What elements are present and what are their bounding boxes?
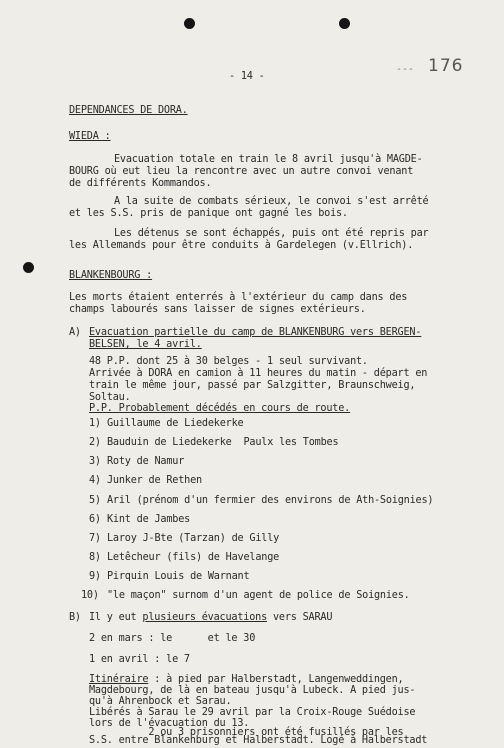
punch-hole-icon bbox=[339, 18, 350, 29]
section-heading-blankenbourg: BLANKENBOURG : bbox=[69, 270, 153, 281]
list-subheading: P.P. Probablement décédés en cours de route. bbox=[89, 403, 351, 414]
text-line: Evacuation totale en train le 8 avril jusqu'à MAGDE- bbox=[114, 154, 423, 165]
punch-hole-icon bbox=[184, 18, 195, 29]
text-line: 2 ou 3 prisonniers ont été fusillés par les bbox=[89, 727, 404, 738]
underlined-text: plusieurs évacuations bbox=[142, 612, 268, 623]
section-b-line bbox=[89, 612, 332, 624]
list-item: Roty de Namur bbox=[107, 456, 185, 467]
text-line: champs labourés sans laisser de signes extérieurs. bbox=[69, 304, 366, 315]
text-line: Libérés à Sarau le 29 avril par la Croix-Rouge Suédoise bbox=[89, 707, 416, 718]
text-line: Soltau. bbox=[89, 392, 131, 403]
list-item-number: 9) bbox=[89, 571, 101, 582]
list-item: Laroy J-Bte (Tarzan) de Gilly bbox=[107, 533, 280, 544]
text-line: lors de l'évacuation du 13. bbox=[89, 718, 250, 729]
text-line: et les S.S. pris de panique ont gagné les bois. bbox=[69, 208, 348, 219]
text-line: Les détenus se sont échappés, puis ont été repris par bbox=[114, 228, 429, 239]
text-line: Magdebourg, de là en bateau jusqu'à Lubeck. A pied jus- bbox=[89, 685, 416, 696]
text-line: 1 en avril : le 7 bbox=[89, 654, 190, 665]
list-item-number: 5) bbox=[89, 495, 101, 506]
margin-mark: --- bbox=[396, 64, 415, 75]
list-item: Guillaume de Liedekerke bbox=[107, 418, 244, 429]
list-item: Pirquin Louis de Warnant bbox=[107, 571, 250, 582]
text-span: Il y eut bbox=[89, 612, 143, 623]
list-item: "le maçon" surnom d'un agent de police de Soignies. bbox=[107, 590, 410, 601]
list-item-number: 8) bbox=[89, 552, 101, 563]
text-span: : à pied par Halberstadt, Langenweddingen, bbox=[148, 674, 404, 685]
text-line: 2 en mars : le et le 30 bbox=[89, 633, 256, 644]
document-title: DEPENDANCES DE DORA. bbox=[69, 105, 188, 116]
text-line: qu'à Ahrenbock et Sarau. bbox=[89, 696, 232, 707]
list-item-number: 3) bbox=[89, 456, 101, 467]
text-line: Les morts étaient enterrés à l'extérieur du camp dans des bbox=[69, 292, 408, 303]
handwritten-page-number: 176 bbox=[428, 56, 464, 76]
list-item-number: 10) bbox=[81, 590, 99, 601]
list-item-number: 1) bbox=[89, 418, 101, 429]
list-item-number: 6) bbox=[89, 514, 101, 525]
list-item-number: 7) bbox=[89, 533, 101, 544]
list-item-number: 2) bbox=[89, 437, 101, 448]
list-item: Junker de Rethen bbox=[107, 475, 202, 486]
itinerary-label: Itinéraire bbox=[89, 674, 149, 685]
list-item: Bauduin de Liedekerke Paulx les Tombes bbox=[107, 437, 339, 448]
list-item-number: 4) bbox=[89, 475, 101, 486]
list-item: Aril (prénom d'un fermier des environs de Ath-Soignies) bbox=[107, 495, 434, 506]
list-item: Letêcheur (fils) de Havelange bbox=[107, 552, 280, 563]
text-line: 48 P.P. dont 25 à 30 belges - 1 seul survivant. bbox=[89, 356, 368, 367]
page-number: - 14 - bbox=[229, 71, 265, 82]
text-line: train le même jour, passé par Salzgitter, Braunschweig, bbox=[89, 380, 416, 391]
text-line: S.S. entre Blankenburg et Halberstadt. Logé à Halberstadt bbox=[89, 735, 428, 746]
section-a-title: Evacuation partielle du camp de BLANKENBURG vers BERGEN- bbox=[89, 327, 422, 338]
section-marker: B) bbox=[69, 612, 81, 623]
section-marker: A) bbox=[69, 327, 81, 338]
text-line: Arrivée à DORA en camion à 11 heures du matin - départ en bbox=[89, 368, 428, 379]
punch-hole-icon bbox=[23, 262, 34, 273]
section-heading-wieda: WIEDA : bbox=[69, 131, 111, 142]
list-item: Kint de Jambes bbox=[107, 514, 191, 525]
text-line: A la suite de combats sérieux, le convoi s'est arrêté bbox=[114, 196, 429, 207]
text-line: de différents Kommandos. bbox=[69, 178, 212, 189]
section-a-title: BELSEN, le 4 avril. bbox=[89, 339, 202, 350]
text-line: BOURG où eut lieu la rencontre avec un autre convoi venant bbox=[69, 166, 414, 177]
text-span: vers SARAU bbox=[267, 612, 333, 623]
text-line: les Allemands pour être conduits à Gardelegen (v.Ellrich). bbox=[69, 240, 414, 251]
